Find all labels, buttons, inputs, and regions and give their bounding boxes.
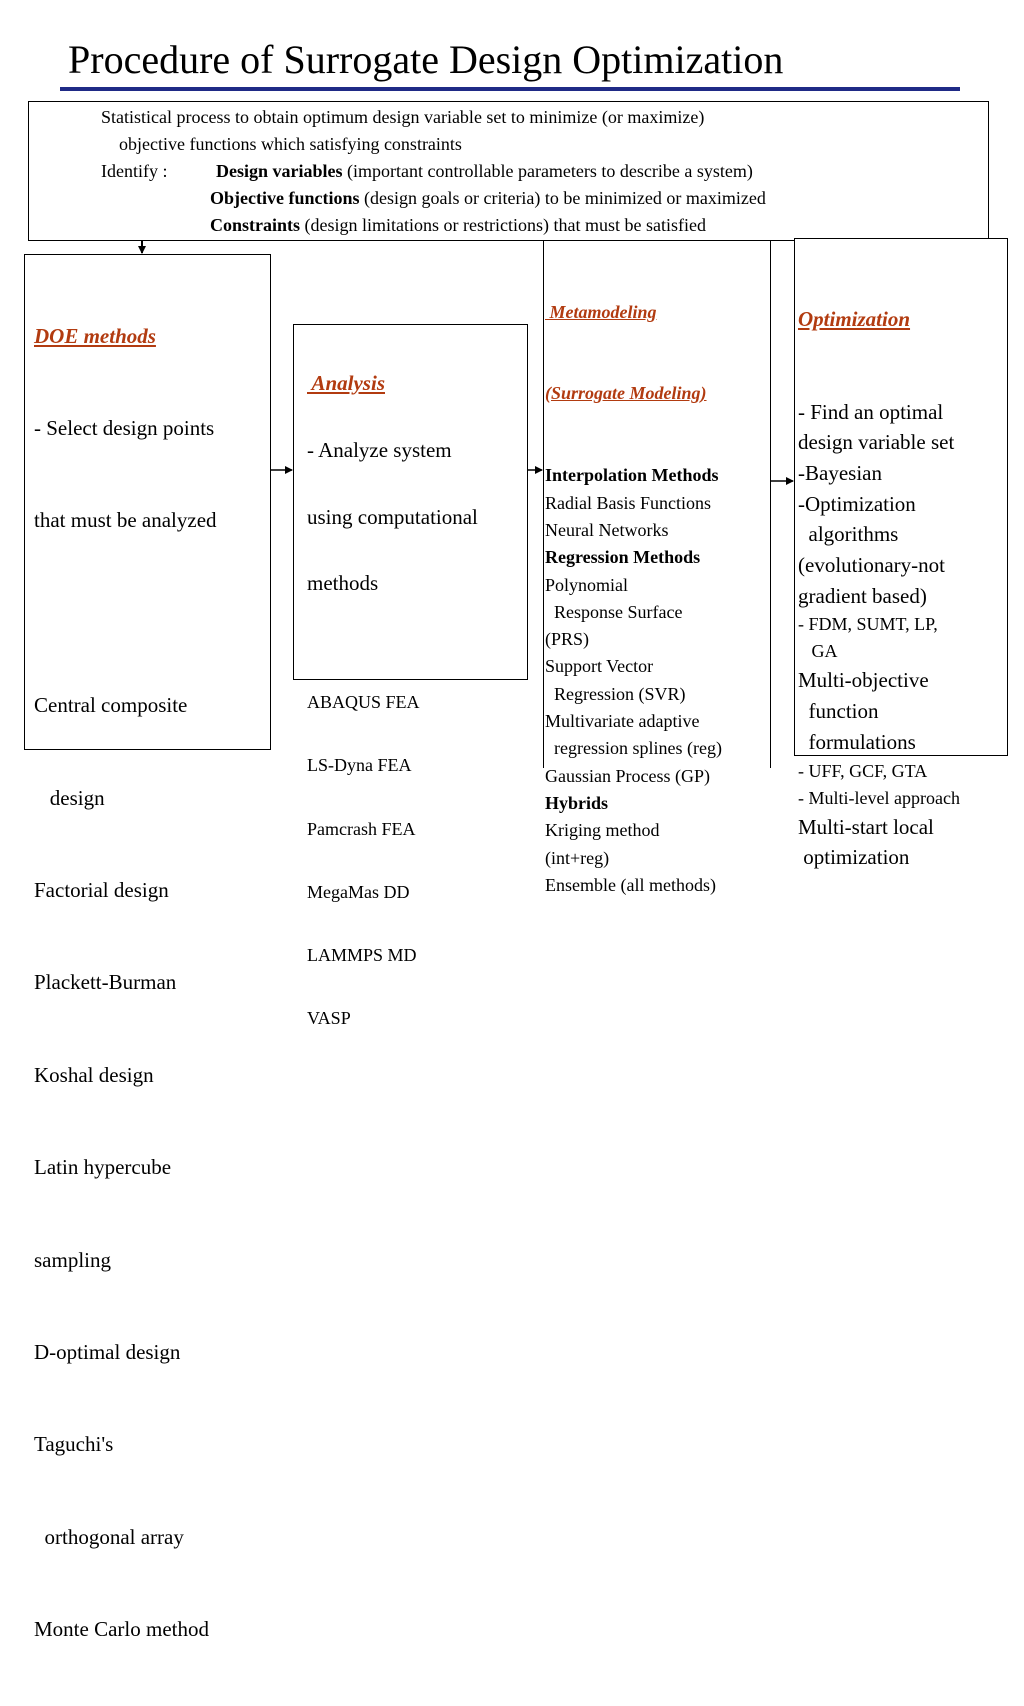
metamodeling-method: Kriging method [545, 820, 660, 841]
doe-line: Latin hypercube [34, 1155, 172, 1180]
metamodeling-content [545, 244, 722, 899]
identify-label: Identify : [101, 161, 168, 181]
constraints-item [210, 212, 706, 239]
objective-functions-term: Objective functions [210, 188, 360, 208]
intro-line-1: Statistical process to obtain optimum design variable set to minimize (or maximize) [101, 107, 705, 127]
doe-line: design [34, 785, 105, 810]
optimization-header: Optimization [798, 307, 911, 332]
metamodeling-method: Radial Basis Functions [545, 492, 711, 513]
doe-line: Taguchi's [34, 1432, 114, 1457]
constraints-term: Constraints [210, 215, 301, 235]
analysis-tool: LAMMPS MD [307, 945, 417, 965]
analysis-tool: LS-Dyna FEA [307, 755, 412, 776]
analysis-spacer [307, 635, 478, 653]
metamodeling-header: Metamodeling [545, 301, 657, 322]
metamodeling-category: Interpolation Methods [545, 465, 719, 486]
analysis-tool: VASP [307, 1008, 351, 1029]
analysis-desc-line: using computational [307, 504, 478, 529]
optimization-line: - Multi-level approach [798, 787, 960, 808]
doe-spacer [34, 598, 217, 629]
doe-line: Koshal design [34, 1062, 154, 1087]
analysis-header: Analysis [307, 371, 385, 395]
optimization-line: algorithms [798, 522, 899, 547]
metamodeling-method: Support Vector [545, 656, 654, 677]
optimization-box [794, 238, 1008, 870]
doe-line: - Select design points [34, 415, 215, 440]
metamodeling-method: Response Surface [545, 601, 683, 622]
constraints-desc: (design limitations or restrictions) that must be satisfied [300, 215, 706, 235]
optimization-line: GA [798, 641, 838, 662]
design-variables-desc: (important controllable parameters to describe a system) [342, 161, 753, 181]
metamodeling-method: Gaussian Process (GP) [545, 765, 710, 786]
metamodeling-method: (PRS) [545, 629, 590, 650]
optimization-line: -Bayesian [798, 460, 882, 485]
optimization-line: - UFF, GCF, GTA [798, 760, 928, 781]
optimization-line: Multi-start local [798, 814, 934, 839]
objective-functions-desc: (design goals or criteria) to be minimized or maximized [359, 188, 766, 208]
doe-line: orthogonal array [34, 1524, 184, 1549]
optimization-content [798, 243, 960, 873]
optimization-line: -Optimization [798, 491, 916, 516]
doe-header: DOE methods [34, 323, 156, 348]
doe-line: Monte Carlo method [34, 1617, 209, 1642]
analysis-desc-line: - Analyze system [307, 437, 452, 462]
analysis-box [293, 324, 528, 1029]
doe-line: Central composite [34, 693, 188, 718]
metamodeling-method: Ensemble (all methods) [545, 874, 716, 895]
metamodeling-category: Hybrids [545, 792, 609, 813]
doe-line: that must be analyzed [34, 508, 217, 533]
optimization-line: formulations [798, 729, 916, 754]
intro-line-2: objective functions which satisfying constraints [119, 134, 462, 154]
optimization-line: (evolutionary-not [798, 553, 945, 578]
metamodeling-category: Regression Methods [545, 547, 701, 568]
doe-methods-box [24, 254, 271, 1642]
metamodeling-box [543, 240, 771, 895]
design-variables-term: Design variables [216, 161, 343, 181]
metamodeling-subheader: (Surrogate Modeling) [545, 383, 707, 404]
metamodeling-method: regression splines (reg) [545, 738, 722, 759]
design-variables-item [216, 158, 753, 185]
analysis-tool: MegaMas DD [307, 881, 410, 902]
doe-line: sampling [34, 1247, 111, 1272]
analysis-tool: Pamcrash FEA [307, 818, 416, 839]
analysis-tool: ABAQUS FEA [307, 692, 420, 713]
optimization-line: - FDM, SUMT, LP, [798, 614, 938, 635]
optimization-line: optimization [798, 845, 910, 870]
objective-functions-item [210, 185, 766, 212]
intro-box [28, 101, 989, 241]
analysis-desc-line: methods [307, 571, 379, 596]
optimization-line: Multi-objective [798, 668, 929, 693]
optimization-line: - Find an optimal [798, 399, 944, 424]
doe-line: D-optimal design [34, 1339, 181, 1364]
metamodeling-method: (int+reg) [545, 847, 610, 868]
doe-line: Factorial design [34, 877, 169, 902]
page-title: Procedure of Surrogate Design Optimization [68, 37, 784, 82]
metamodeling-method: Regression (SVR) [545, 683, 686, 704]
doe-line: Plackett-Burman [34, 970, 177, 995]
metamodeling-method: Polynomial [545, 574, 629, 595]
analysis-content [307, 332, 478, 1068]
doe-content [34, 259, 217, 1706]
optimization-line: function [798, 699, 879, 724]
title-underline [60, 87, 960, 91]
optimization-line: design variable set [798, 430, 955, 455]
metamodeling-method: Multivariate adaptive [545, 711, 700, 732]
optimization-line: gradient based) [798, 583, 927, 608]
metamodeling-method: Neural Networks [545, 519, 669, 540]
